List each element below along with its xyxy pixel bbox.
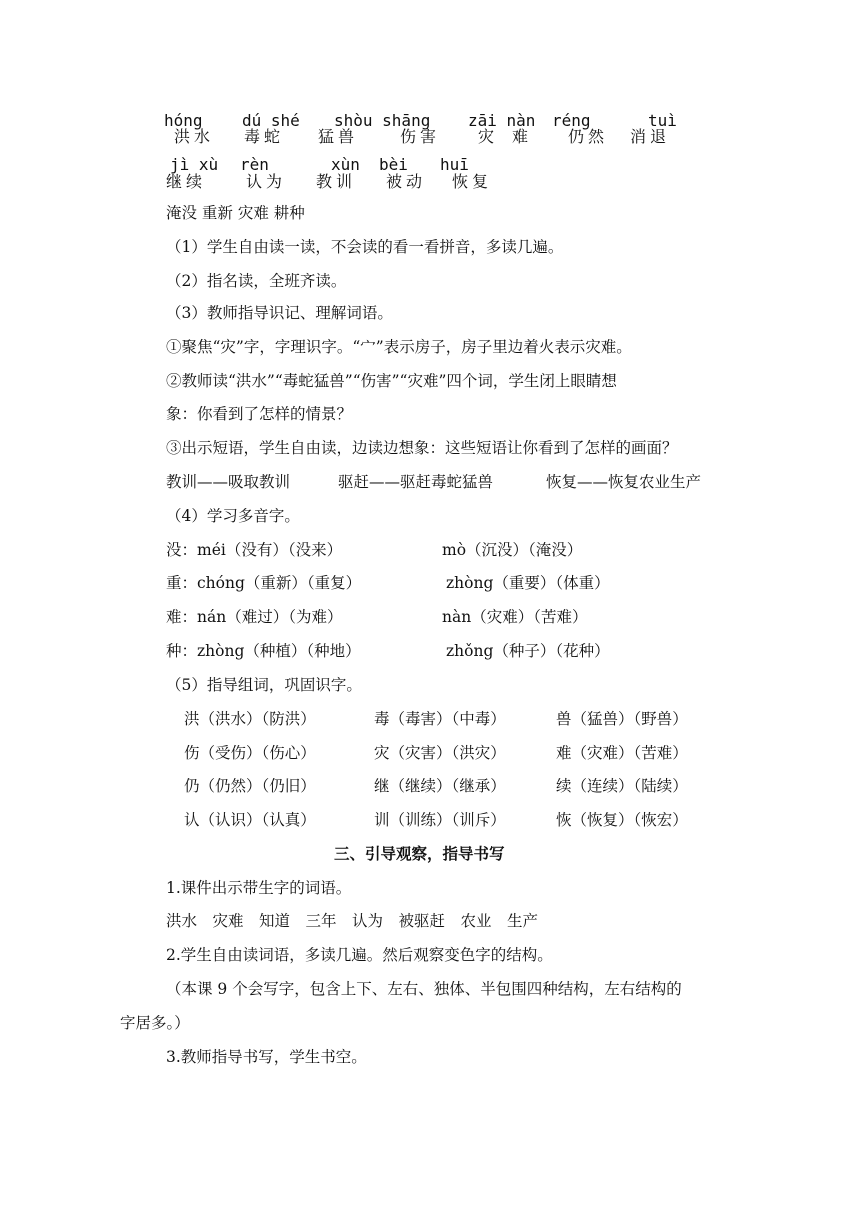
polyphone-left: 难：nán（难过）（为难） xyxy=(166,608,343,626)
compound-item: 兽（猛兽）（野兽） xyxy=(556,710,688,728)
word-list-line: 洪水 灾难 知道 三年 认为 被驱赶 农业 生产 xyxy=(166,912,539,930)
vocab-word: 猛兽 xyxy=(318,127,359,146)
pinyin-text: xùn xyxy=(331,155,360,174)
paragraph-line: ①聚焦“灾”字，字理识字。“宀”表示房子，房子里边着火表示灾难。 xyxy=(166,338,632,356)
paragraph-line: （2）指名读，全班齐读。 xyxy=(166,272,347,290)
phrase-item: 教训——吸取教训 xyxy=(166,473,291,491)
pinyin-text: bèi xyxy=(379,155,408,174)
pinyin-text: jì xù xyxy=(170,155,219,174)
compound-item: 认（认识）（认真） xyxy=(184,811,316,829)
pinyin-text: huī xyxy=(440,155,469,174)
polyphone-left: 重：chóng（重新）（重复） xyxy=(166,574,362,592)
polyphone-left: 种：zhòng（种植）（种地） xyxy=(166,642,361,660)
polyphone-right: mò（沉没）（淹没） xyxy=(442,541,583,559)
compound-item: 毒（毒害）（中毒） xyxy=(374,710,506,728)
vocab-word: 继续 xyxy=(166,172,207,191)
vocab-word: 认为 xyxy=(246,172,287,191)
vocab-word: 仍然 xyxy=(568,127,609,146)
vocab-word: 灾 xyxy=(478,127,499,146)
vocab-word: 难 xyxy=(512,127,533,146)
compound-item: 恢（恢复）（恢宏） xyxy=(556,811,688,829)
paragraph-line: 2.学生自由读词语，多读几遍。然后观察变色字的结构。 xyxy=(166,946,553,964)
polyphone-right: zhòng（重要）（体重） xyxy=(446,574,610,592)
paragraph-line: ②教师读“洪水”“毒蛇猛兽”“伤害”“灾难”四个词，学生闭上眼睛想 xyxy=(166,372,617,390)
polyphone-left: 没：méi（没有）（没来） xyxy=(166,541,343,559)
pinyin-text: réng xyxy=(552,111,591,130)
vocab-word: 被动 xyxy=(386,172,427,191)
polyphone-right: zhǒng（种子）（花种） xyxy=(446,642,610,660)
vocab-word: 伤害 xyxy=(400,127,441,146)
compound-item: 洪（洪水）（防洪） xyxy=(184,710,316,728)
pinyin-text: shòu shāng xyxy=(334,111,431,130)
polyphone-heading: （4）学习多音字。 xyxy=(166,507,300,525)
compound-item: 仍（仍然）（仍旧） xyxy=(184,777,316,795)
compound-item: 灾（灾害）（洪灾） xyxy=(374,744,506,762)
phrase-item: 驱赶——驱赶毒蛇猛兽 xyxy=(338,473,494,491)
compound-item: 难（灾难）（苦难） xyxy=(556,744,688,762)
compound-item: 续（连续）（陆续） xyxy=(556,777,688,795)
compound-heading: （5）指导组词，巩固识字。 xyxy=(166,676,362,694)
paragraph-line: 象：你看到了怎样的情景？ xyxy=(166,405,353,423)
pinyin-text: rèn xyxy=(240,155,269,174)
vocab-word: 消退 xyxy=(630,127,671,146)
vocab-word: 教训 xyxy=(316,172,357,191)
paragraph-line: 1.课件出示带生字的词语。 xyxy=(166,879,352,897)
paragraph-line: ③出示短语，学生自由读，边读边想象：这些短语让你看到了怎样的画面？ xyxy=(166,439,678,457)
section-heading: 三、引导观察，指导书写 xyxy=(334,844,505,863)
pinyin-text: zāi nàn xyxy=(468,111,536,130)
paragraph-line: 3.教师指导书写，学生书空。 xyxy=(166,1048,367,1066)
paragraph-line: （1）学生自由读一读，不会读的看一看拼音，多读几遍。 xyxy=(166,238,564,256)
word-list-line: 淹没 重新 灾难 耕种 xyxy=(166,204,305,222)
pinyin-text: dú shé xyxy=(242,111,300,130)
paragraph-line: （本课 9 个会写字，包含上下、左右、独体、半包围四种结构，左右结构的 xyxy=(166,980,682,998)
vocab-word: 毒蛇 xyxy=(244,127,285,146)
phrase-item: 恢复——恢复农业生产 xyxy=(546,473,702,491)
compound-item: 继（继续）（继承） xyxy=(374,777,506,795)
vocab-word: 恢复 xyxy=(452,172,493,191)
paragraph-line: （3）教师指导识记、理解词语。 xyxy=(166,304,393,322)
compound-item: 伤（受伤）（伤心） xyxy=(184,744,316,762)
vocab-word: 洪水 xyxy=(174,127,215,146)
paragraph-line: 字居多。） xyxy=(120,1014,190,1032)
pinyin-text: tuì xyxy=(648,111,677,130)
compound-item: 训（训练）（训斥） xyxy=(374,811,506,829)
pinyin-text: hóng xyxy=(164,111,203,130)
polyphone-right: nàn（灾难）（苦难） xyxy=(442,608,588,626)
